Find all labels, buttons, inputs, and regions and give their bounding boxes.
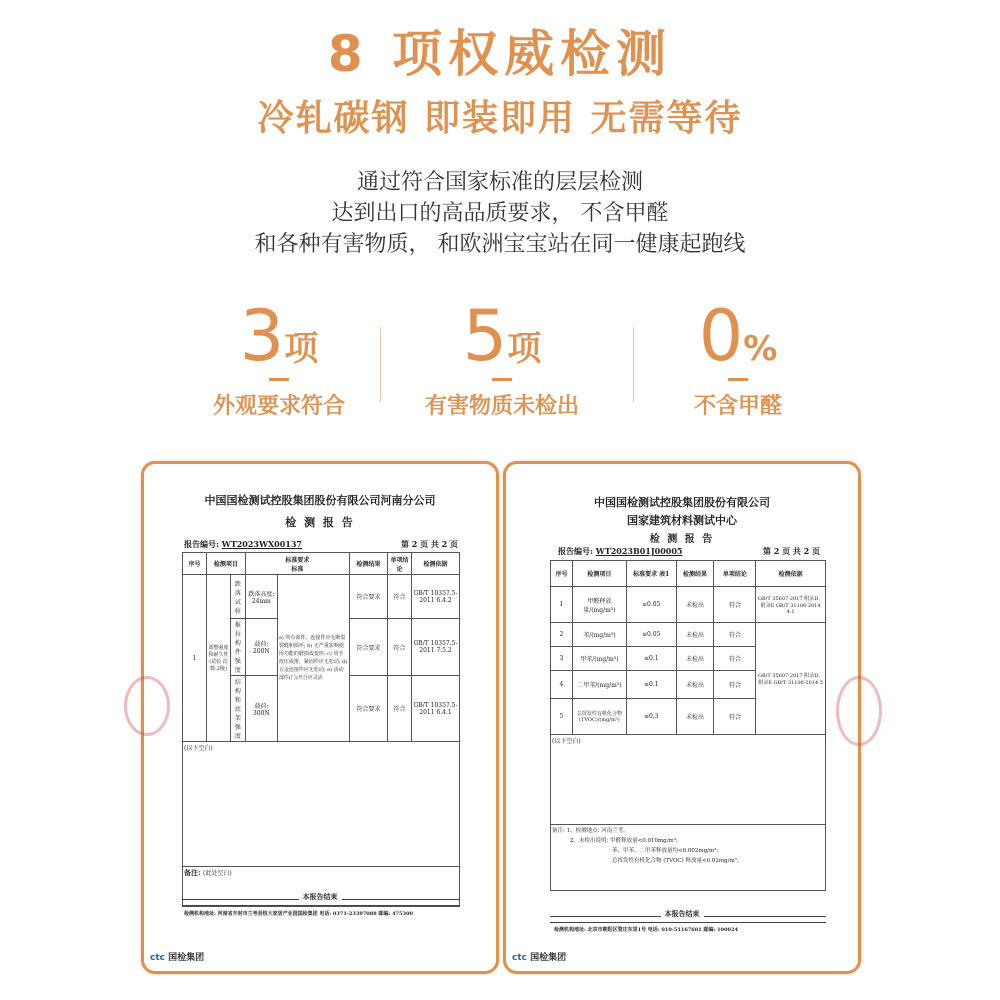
- cell-conclusion: 符合: [388, 619, 412, 676]
- cell-item: 跌落试验: [231, 575, 246, 619]
- report-org: 中国国检测试控股集团股份有限公司: [594, 496, 770, 509]
- brand-logo: ctc 国检集团: [512, 953, 567, 963]
- stat-number: 0: [698, 295, 744, 377]
- remark-row: [551, 825, 826, 891]
- cell-item: 结构和底架强度: [231, 676, 246, 742]
- blank-area: (以下空白): [551, 735, 826, 825]
- stat-unit: %: [743, 329, 778, 369]
- cell-result: 未检出: [676, 671, 714, 699]
- footer-divider: [182, 905, 460, 906]
- cell-item: 二甲苯/(mg/m³): [572, 671, 626, 699]
- col-standard: 标准要求 表1: [626, 561, 676, 587]
- cell-conclusion: 符合: [388, 676, 412, 742]
- headline: 8 项权威检测: [327, 25, 673, 83]
- col-seq: 序号: [183, 553, 207, 575]
- cell-conclusion: 符合: [714, 587, 756, 623]
- cell-conclusion: 符合: [714, 647, 756, 671]
- seal-stamp: [124, 676, 170, 736]
- subheadline: 冷轧碳钢 即装即用 无需等待: [257, 98, 743, 139]
- brand-logo: ctc 国检集团: [150, 953, 205, 963]
- cell-item: 苯/(mg/m³): [572, 623, 626, 647]
- stat-underline: [728, 378, 748, 381]
- col-result: 检测结果: [676, 561, 714, 587]
- cell-req: 跌落高度: 24mm: [245, 575, 277, 619]
- cell-req: ≤0.05: [626, 623, 676, 647]
- cell-conclusion: 符合: [714, 623, 756, 647]
- cell-item: 甲醛释放量/(mg/m³): [572, 587, 626, 623]
- cell-result: 符合要求: [350, 619, 388, 676]
- cell-result: 未检出: [676, 587, 714, 623]
- report-page: 第 2 页 共 2 页: [400, 539, 458, 549]
- col-result: 检测结果: [350, 553, 388, 575]
- stat-appearance: [149, 296, 409, 420]
- cell-result: 符合要求: [350, 575, 388, 619]
- report-title: 检 测 报 告: [649, 534, 715, 545]
- report-footer: 检测机构地址: 北京市朝阳区管庄东里1号 电话: 010-51167681 邮编: 100024: [554, 927, 738, 933]
- col-item: 检测项目: [207, 553, 246, 575]
- stat-unit: 项: [507, 329, 542, 369]
- cell-seq: 5: [551, 699, 573, 735]
- report-table: [182, 552, 460, 907]
- remark-line: 总挥发性有机化合物 (TVOC) 释放量<0.02mg/m³。: [612, 858, 743, 864]
- cell-result: 符合要求: [350, 676, 388, 742]
- cell-seq: 1: [183, 575, 207, 742]
- cell-seq: 3: [551, 647, 573, 671]
- stat-harmful: [372, 296, 632, 420]
- cell-req: 载荷: 200N: [245, 619, 277, 676]
- report-number: 报告编号: WT2023WX00137: [184, 539, 302, 549]
- report-end: 本报告结束: [144, 892, 496, 902]
- report-page: 第 2 页 共 2 页: [762, 546, 820, 556]
- col-standard: 标准要求 标准: [245, 553, 349, 575]
- stat-label: 有害物质未检出: [424, 394, 579, 419]
- test-report-2: [503, 461, 861, 974]
- col-conclusion: 单项结论: [714, 561, 756, 587]
- cell-conclusion: 符合: [714, 671, 756, 699]
- description-line-2: 达到出口的高品质要求， 不含甲醛: [331, 201, 669, 226]
- test-report-1: [141, 461, 499, 974]
- report-end: 本报告结束: [506, 909, 858, 919]
- cell-req: ≤0.05: [626, 587, 676, 623]
- report-org-sub: 国家建筑材料测试中心: [627, 514, 737, 527]
- cell-result: 未检出: [676, 647, 714, 671]
- cell-basis: GB/T 10357.5-2011 6.4.1: [412, 676, 460, 742]
- table-row: [183, 575, 460, 619]
- ctc-logo-icon: ctc: [512, 953, 527, 963]
- report-title: 检 测 报 告: [285, 516, 355, 529]
- cell-seq: 4: [551, 671, 573, 699]
- report-table: [550, 560, 826, 891]
- table-row: [551, 587, 826, 623]
- remark-line: 2、未检出说明: 甲醛释放量<0.010mg/m³;: [570, 838, 678, 844]
- cell-req: ≤0.1: [626, 647, 676, 671]
- ctc-logo-icon: ctc: [150, 953, 165, 963]
- stat-label: 外观要求符合: [212, 394, 345, 419]
- remark-line: 苯、甲苯、二甲苯释放量均<0.002mg/m³;: [612, 848, 719, 854]
- stat-underline: [492, 378, 512, 381]
- cell-basis: GB/T 35607-2017 附录D、附录E GB/T 31106-2014 4.1: [756, 587, 826, 623]
- cell-basis: GB/T 10357.5-2011 6.4.2: [412, 575, 460, 619]
- cell-req: 载荷: 300N: [245, 676, 277, 742]
- remark-line: 备注: 1、检测地点: 河南兰考。: [552, 828, 629, 834]
- cell-item-group: 部整强度和耐久性(试验 次数:2级): [207, 575, 231, 742]
- cell-item: 甲苯/(mg/m³): [572, 647, 626, 671]
- cell-standard: a) 所有部件、连接件应无断裂裂缝和损坏; b) 无严重影响使用功能的磨损或变形; c) 用手按压或推，紧固件应无松动; d) 五金连接件应无松动; e) 活动部件(门)开合应灵活: [277, 575, 349, 742]
- footer-divider: [550, 922, 826, 923]
- table-row: [551, 623, 826, 647]
- stat-underline: [269, 378, 289, 381]
- cell-item: 总挥发性有机化合物(TVOC)/(mg/m³): [572, 699, 626, 735]
- cell-basis: GB/T 10357.5-2011 7.5.2: [412, 619, 460, 676]
- col-seq: 序号: [551, 561, 573, 587]
- cell-item: 推拉构件强度: [231, 619, 246, 676]
- col-basis: 检测依据: [412, 553, 460, 575]
- report-number: 报告编号: WT2023B01J00005: [558, 546, 683, 556]
- report-org: 中国国检测试控股集团股份有限公司河南分公司: [204, 494, 436, 507]
- stat-number: 3: [239, 295, 285, 377]
- cell-req: ≤0.3: [626, 699, 676, 735]
- cell-seq: 1: [551, 587, 573, 623]
- stat-label: 不含甲醛: [693, 394, 782, 419]
- stat-formaldehyde: [608, 296, 868, 420]
- col-item: 检测项目: [572, 561, 626, 587]
- cell-seq: 2: [551, 623, 573, 647]
- stat-number: 5: [462, 295, 508, 377]
- cell-basis: GB/T 35607-2017 附录D、附录E GB/T 31106-2014 5: [756, 623, 826, 735]
- stat-unit: 项: [284, 329, 319, 369]
- col-conclusion: 单项结论: [388, 553, 412, 575]
- cell-conclusion: 符合: [714, 699, 756, 735]
- blank-area: (以下空白): [183, 742, 460, 867]
- cell-result: 未检出: [676, 623, 714, 647]
- report-footer: 检测机构地址: 河南省开封市兰考县恒大家居产业园国检集团 电话: 0371-23397088 邮编: 475300: [184, 911, 413, 917]
- description-line-1: 通过符合国家标准的层层检测: [356, 170, 643, 195]
- seal-stamp: [836, 676, 882, 746]
- cell-conclusion: 符合: [388, 575, 412, 619]
- remark-row: 备注: (此处空白): [183, 867, 460, 907]
- cell-req: ≤0.1: [626, 671, 676, 699]
- col-basis: 检测依据: [756, 561, 826, 587]
- description-line-3: 和各种有害物质， 和欧洲宝宝站在同一健康起跑线: [254, 232, 746, 257]
- cell-result: 未检出: [676, 699, 714, 735]
